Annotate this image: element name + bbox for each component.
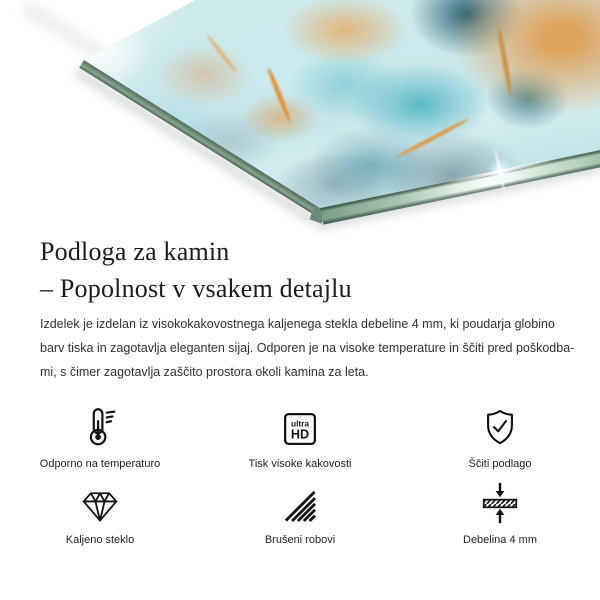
product-photo <box>0 0 600 230</box>
feature-item-temperature <box>0 400 200 470</box>
feature-label: Odporno na temperaturo <box>39 458 161 470</box>
feature-item-beveled-edges <box>200 476 400 546</box>
thermometer-icon <box>77 400 123 450</box>
diamond-icon <box>78 476 122 526</box>
gold-vein <box>496 28 513 98</box>
page-title <box>40 233 352 307</box>
feature-label: Tisk visoke kakovosti <box>248 458 352 470</box>
feature-label: Kaljeno steklo <box>65 534 135 546</box>
thickness-press-icon <box>477 476 523 526</box>
feature-item-print-quality <box>200 400 400 470</box>
backdrop-reflection <box>22 2 109 63</box>
ultra-hd-icon-text-top: ultra <box>291 418 309 429</box>
gold-vein <box>396 117 470 159</box>
description-line: mi, s čimer zagotavlja zaščito prostora okoli kamina za leta. <box>40 365 369 379</box>
feature-grid <box>0 400 600 546</box>
feature-item-tempered-glass <box>0 476 200 546</box>
gold-vein <box>206 34 239 74</box>
gold-vein <box>266 67 292 123</box>
page-title-line1: Podloga za kamin <box>40 237 230 266</box>
feature-item-protects <box>400 400 600 470</box>
product-description <box>40 312 588 384</box>
description-line: barv tiska in zagotavlja eleganten sijaj. Odporen je na visoke temperature in ščiti pred poškodba- <box>40 341 575 355</box>
ultra-hd-icon-text-bottom: HD <box>290 427 310 442</box>
feature-label: Ščiti podlago <box>468 458 532 470</box>
ultra-hd-icon <box>279 400 321 450</box>
feature-item-thickness <box>400 476 600 546</box>
feature-label: Debelina 4 mm <box>463 534 537 546</box>
description-line: Izdelek je izdelan iz visokokakovostnega kaljenega stekla debeline 4 mm, ki poudarja globino <box>40 317 555 331</box>
feature-label: Brušeni robovi <box>264 534 336 546</box>
beveled-edges-icon <box>280 476 320 526</box>
shield-check-icon <box>478 400 522 450</box>
page-title-line2: – Popolnost v vsakem detajlu <box>40 274 352 303</box>
